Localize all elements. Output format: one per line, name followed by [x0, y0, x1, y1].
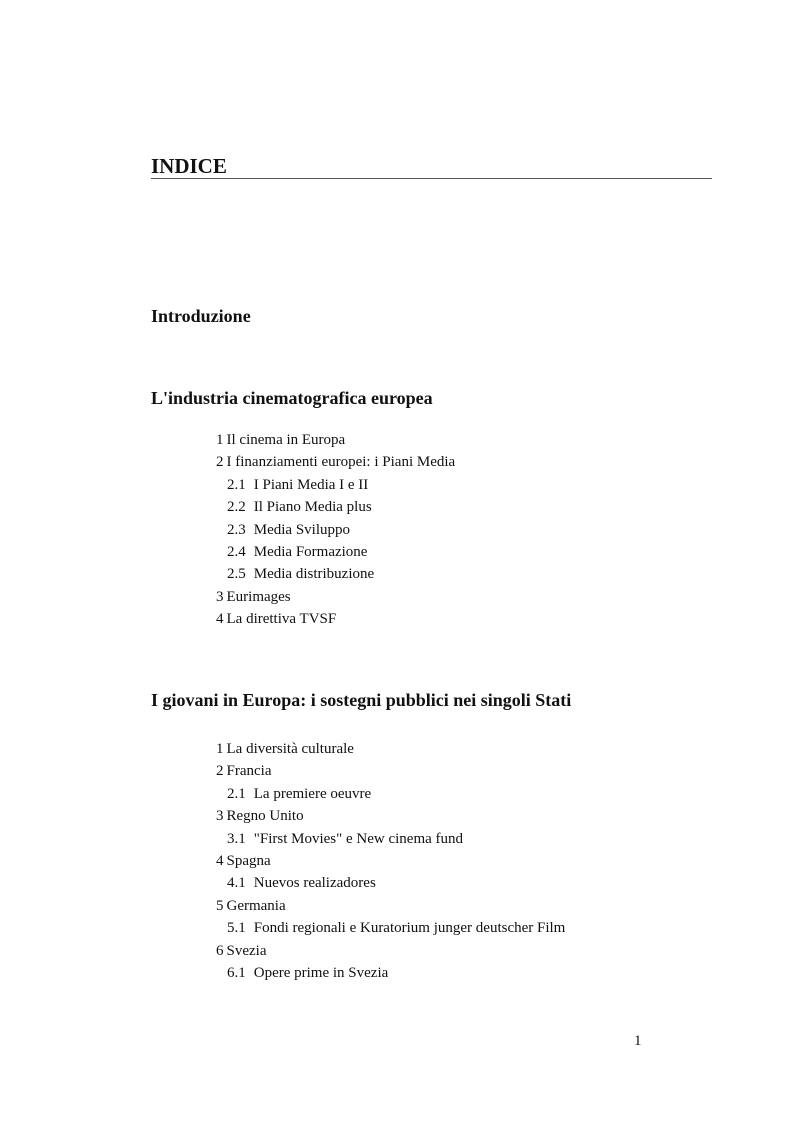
toc-subentry [216, 872, 565, 894]
toc-list-giovani [216, 738, 565, 984]
toc-entry [216, 608, 455, 630]
toc-entry [216, 586, 455, 608]
section-heading-industria: L'industria cinematografica europea [151, 388, 433, 408]
toc-entry-text: La diversità culturale [226, 741, 354, 757]
toc-entry-number: 2.1 [227, 785, 246, 802]
toc-entry [216, 738, 565, 760]
toc-entry-number: 2.2 [227, 499, 246, 516]
toc-entry-number: 1 [216, 741, 224, 757]
toc-entry-text: Opere prime in Svezia [253, 964, 389, 981]
toc-entry-text: "First Movies" e New cinema fund [253, 830, 464, 847]
toc-entry-text: Svezia [226, 942, 267, 959]
toc-subentry [216, 474, 455, 496]
toc-entry-number: 6.1 [227, 964, 246, 981]
section-heading-introduzione: Introduzione [151, 306, 251, 326]
toc-entry [216, 940, 565, 962]
toc-subentry [216, 519, 455, 541]
toc-entry-text: Spagna [226, 852, 271, 869]
toc-entry-text: I Piani Media I e II [253, 476, 369, 493]
toc-entry-text: Eurimages [226, 588, 291, 605]
toc-entry-text: Media Formazione [253, 543, 368, 560]
toc-entry-number: 2.3 [227, 521, 246, 538]
toc-subentry [216, 541, 455, 563]
toc-entry [216, 850, 565, 872]
toc-entry-text: Regno Unito [226, 808, 304, 825]
toc-entry-text: Il cinema in Europa [226, 432, 346, 448]
toc-entry-number: 2.5 [227, 566, 246, 583]
toc-entry-text: I finanziamenti europei: i Piani Media [226, 454, 456, 471]
toc-entry [216, 429, 455, 451]
toc-entry-number: 4 [216, 852, 224, 869]
toc-entry-number: 5.1 [227, 920, 246, 937]
toc-entry-number: 3 [216, 808, 224, 825]
section-heading-giovani: I giovani in Europa: i sostegni pubblici nei singoli Stati [151, 690, 572, 710]
toc-entry-text: Fondi regionali e Kuratorium junger deutscher Film [253, 920, 566, 937]
toc-subentry [216, 496, 455, 518]
title-divider [151, 178, 712, 179]
toc-entry [216, 760, 565, 782]
toc-subentry [216, 828, 565, 850]
toc-subentry [216, 962, 565, 984]
toc-entry-number: 5 [216, 897, 224, 914]
toc-subentry [216, 917, 565, 939]
toc-entry-text: Media distribuzione [253, 566, 375, 583]
toc-entry-text: La direttiva TVSF [226, 611, 337, 628]
toc-entry-number: 4.1 [227, 875, 246, 892]
toc-entry-number: 2.4 [227, 543, 246, 560]
toc-subentry [216, 563, 455, 585]
toc-list-industria [216, 429, 455, 631]
page-number: 1 [634, 1033, 642, 1049]
toc-entry-number: 2 [216, 454, 224, 471]
toc-entry [216, 451, 455, 473]
toc-entry-text: Media Sviluppo [253, 521, 350, 538]
toc-entry-number: 6 [216, 942, 224, 959]
toc-entry-number: 3 [216, 588, 224, 605]
toc-entry-text: La premiere oeuvre [253, 785, 372, 802]
toc-entry [216, 805, 565, 827]
page-title: INDICE [151, 154, 227, 178]
toc-entry-number: 4 [216, 611, 224, 628]
toc-entry [216, 895, 565, 917]
toc-entry-number: 3.1 [227, 830, 246, 847]
toc-entry-number: 2 [216, 763, 224, 780]
toc-entry-text: Germania [226, 897, 286, 914]
toc-entry-text: Nuevos realizadores [253, 875, 376, 892]
toc-entry-text: Francia [226, 763, 272, 780]
toc-entry-number: 2.1 [227, 476, 246, 493]
toc-subentry [216, 783, 565, 805]
toc-entry-text: Il Piano Media plus [253, 499, 372, 516]
toc-entry-number: 1 [216, 432, 224, 448]
